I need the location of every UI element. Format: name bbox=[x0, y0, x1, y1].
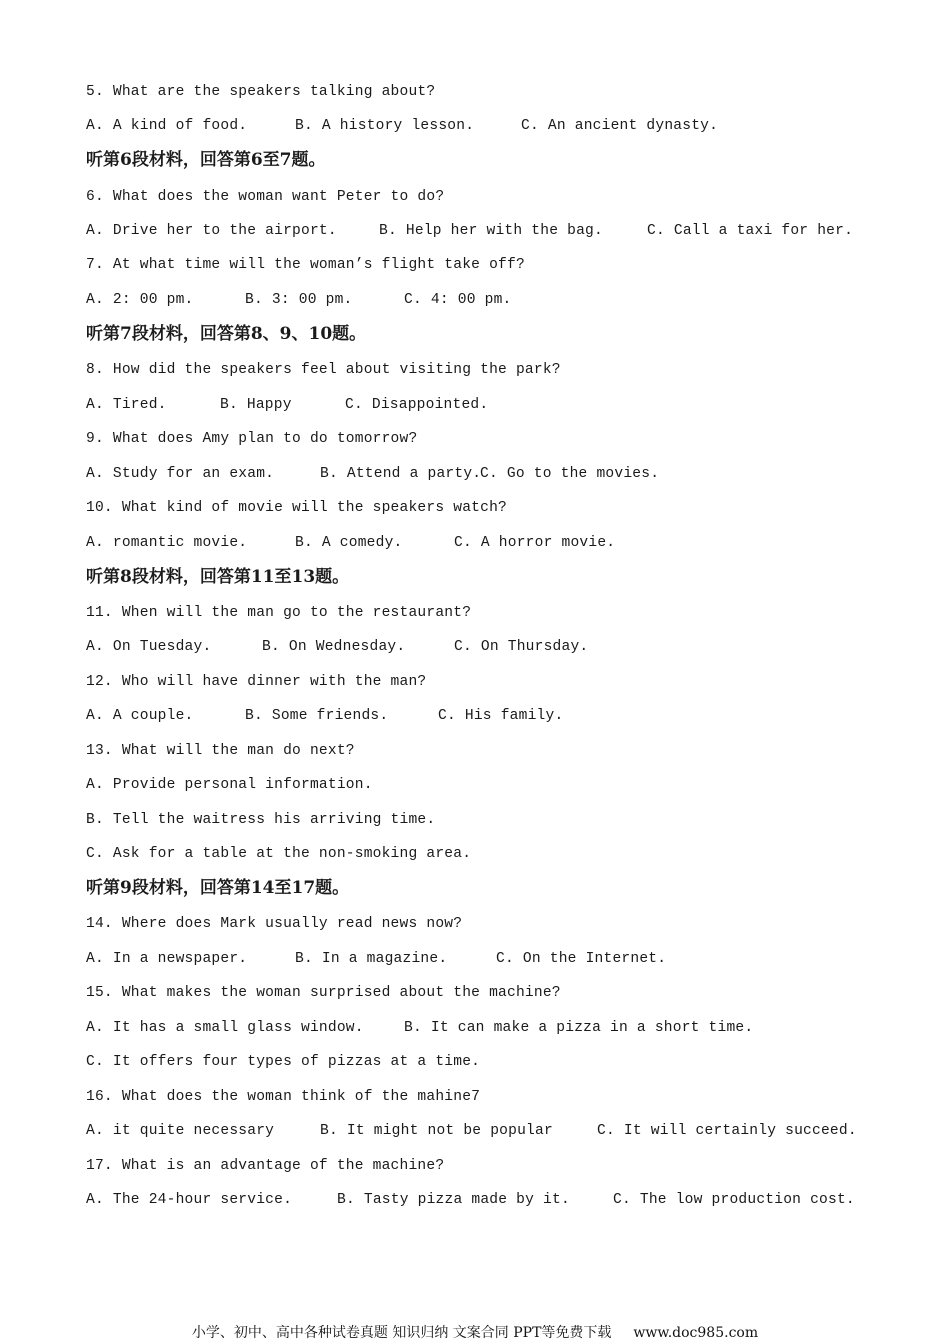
option-b: B. A comedy. bbox=[295, 535, 403, 551]
option-a: A. A couple. bbox=[86, 708, 194, 724]
option-a: A. The 24-hour service. bbox=[86, 1192, 293, 1208]
option-a: A. romantic movie. bbox=[86, 535, 248, 551]
question-17: 17. What is an advantage of the machine? bbox=[86, 1158, 445, 1174]
question-6: 6. What does the woman want Peter to do? bbox=[86, 189, 445, 205]
option-b: B. On Wednesday. bbox=[262, 639, 406, 655]
question-13: 13. What will the man do next? bbox=[86, 743, 355, 759]
option-a: A. In a newspaper. bbox=[86, 951, 248, 967]
question-8: 8. How did the speakers feel about visiting the park? bbox=[86, 362, 561, 378]
option-a: A. 2: 00 pm. bbox=[86, 292, 194, 308]
page-footer bbox=[0, 1322, 950, 1342]
question-10: 10. What kind of movie will the speakers watch? bbox=[86, 500, 508, 516]
option-a: A. A kind of food. bbox=[86, 118, 248, 134]
question-14: 14. Where does Mark usually read news now? bbox=[86, 916, 463, 932]
option-c: C. It will certainly succeed. bbox=[597, 1123, 857, 1139]
option-c: C. An ancient dynasty. bbox=[521, 118, 719, 134]
option-a: A. it quite necessary bbox=[86, 1123, 275, 1139]
option-b: B. A history lesson. bbox=[295, 118, 475, 134]
section-heading-8: 听第8段材料，回答第11至13题。 bbox=[86, 567, 350, 587]
option-b: B. In a magazine. bbox=[295, 951, 448, 967]
option-b: B. Attend a party. bbox=[320, 466, 482, 482]
option-b: B. Help her with the bag. bbox=[379, 223, 603, 239]
question-9: 9. What does Amy plan to do tomorrow? bbox=[86, 431, 418, 447]
option-a: A. Study for an exam. bbox=[86, 466, 275, 482]
option-a: A. On Tuesday. bbox=[86, 639, 212, 655]
option-b: B. It can make a pizza in a short time. bbox=[404, 1020, 754, 1036]
option-c: C. Ask for a table at the non-smoking area. bbox=[86, 846, 472, 862]
question-16: 16. What does the woman think of the mahine7 bbox=[86, 1089, 481, 1105]
option-a: A. Drive her to the airport. bbox=[86, 223, 337, 239]
option-b: B. 3: 00 pm. bbox=[245, 292, 353, 308]
option-b: B. It might not be popular bbox=[320, 1123, 553, 1139]
option-c: C. A horror movie. bbox=[454, 535, 616, 551]
option-c: C. On the Internet. bbox=[496, 951, 667, 967]
option-a: A. Tired. bbox=[86, 397, 167, 413]
option-c: C. Disappointed. bbox=[345, 397, 489, 413]
option-c: C. It offers four types of pizzas at a time. bbox=[86, 1054, 481, 1070]
question-5: 5. What are the speakers talking about? bbox=[86, 84, 436, 100]
answer-options-17 bbox=[86, 1190, 855, 1290]
option-c: C. Call a taxi for her. bbox=[647, 223, 854, 239]
option-a: A. Provide personal information. bbox=[86, 777, 373, 793]
section-heading-7: 听第7段材料，回答第8、9、10题。 bbox=[86, 324, 367, 344]
option-b: B. Tasty pizza made by it. bbox=[337, 1192, 570, 1208]
option-b: B. Some friends. bbox=[245, 708, 389, 724]
footer-text: 小学、初中、高中各种试卷真题 知识归纳 文案合同 PPT等免费下载 bbox=[191, 1325, 612, 1341]
option-b: B. Happy bbox=[220, 397, 292, 413]
option-c: C. His family. bbox=[438, 708, 564, 724]
option-a: A. It has a small glass window. bbox=[86, 1020, 364, 1036]
option-b: B. Tell the waitress his arriving time. bbox=[86, 812, 436, 828]
section-heading-9: 听第9段材料，回答第14至17题。 bbox=[86, 878, 350, 898]
question-11: 11. When will the man go to the restaurant? bbox=[86, 605, 472, 621]
question-15: 15. What makes the woman surprised about the machine? bbox=[86, 985, 561, 1001]
option-c: C. Go to the movies. bbox=[480, 466, 660, 482]
section-heading-6: 听第6段材料，回答第6至7题。 bbox=[86, 150, 326, 170]
option-c: C. 4: 00 pm. bbox=[404, 292, 512, 308]
option-c: C. On Thursday. bbox=[454, 639, 589, 655]
option-c: C. The low production cost. bbox=[613, 1192, 855, 1208]
question-12: 12. Who will have dinner with the man? bbox=[86, 674, 427, 690]
footer-site-link[interactable]: www.doc985.com bbox=[633, 1325, 759, 1341]
question-7: 7. At what time will the woman’s flight take off? bbox=[86, 257, 525, 273]
